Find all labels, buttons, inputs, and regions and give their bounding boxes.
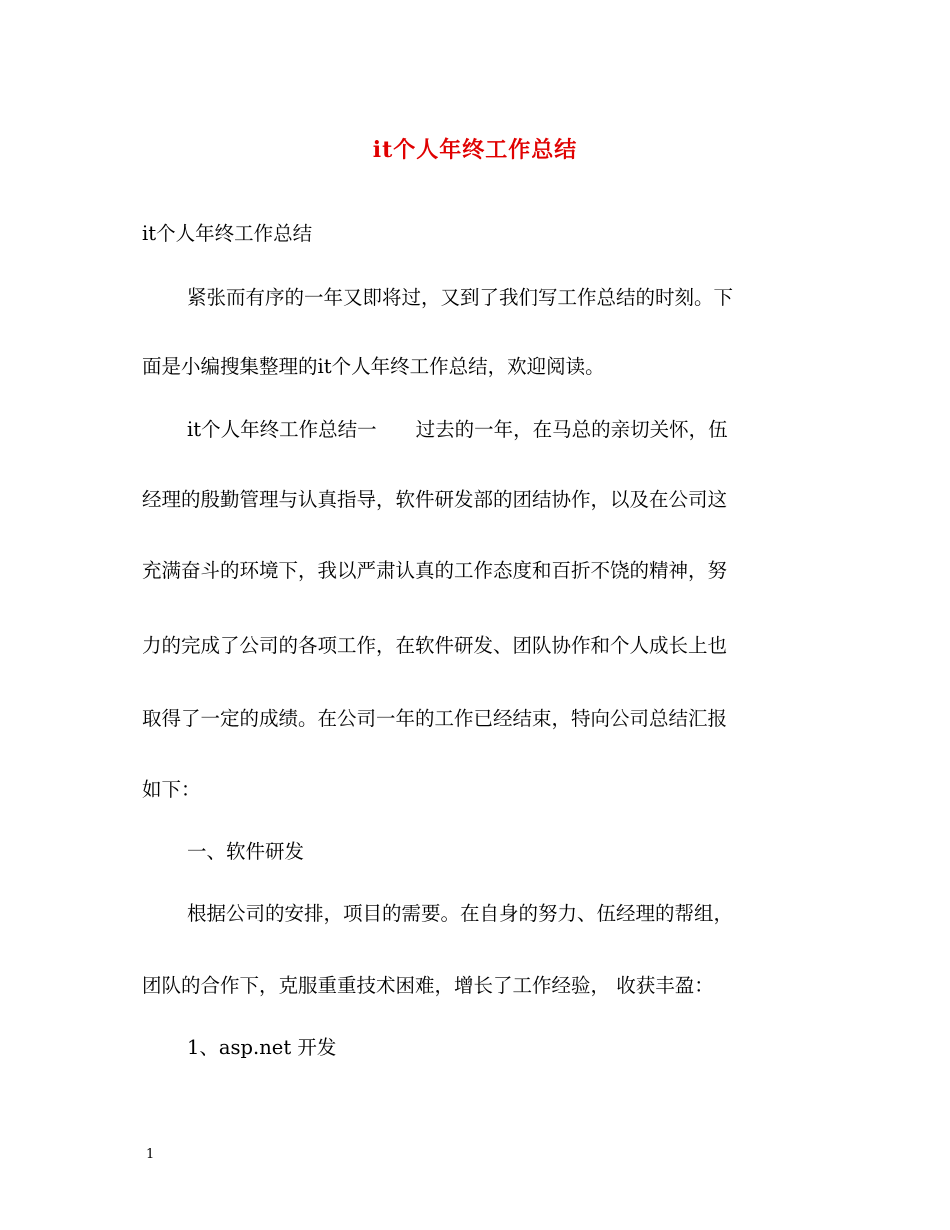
paragraph-line: 紧张而有序的一年又即将过，又到了我们写工作总结的时刻。下 (187, 286, 734, 309)
paragraph-line: 充满奋斗的环境下，我以严肃认真的工作态度和百折不饶的精神，努 (142, 559, 728, 582)
paragraph-line: 面是小编搜集整理的it个人年终工作总结，欢迎阅读。 (142, 355, 605, 378)
section-heading: 一、软件研发 (187, 840, 305, 863)
paragraph-line: 经理的殷勤管理与认真指导，软件研发部的团结协作，以及在公司这 (142, 488, 728, 511)
paragraph-line: 团队的合作下，克服重重技术困难，增长了工作经验， 收获丰盈： (142, 974, 714, 997)
document-title: it个人年终工作总结 (372, 137, 578, 163)
paragraph-line: 如下： (142, 778, 201, 801)
paragraph-line: 根据公司的安排，项目的需要。在自身的努力、伍经理的帮组， (187, 902, 734, 925)
paragraph-line: 取得了一定的成绩。在公司一年的工作已经结束，特向公司总结汇报 (142, 707, 728, 730)
document-subtitle: it个人年终工作总结 (142, 222, 313, 245)
page-number: 1 (146, 1147, 155, 1162)
paragraph-line: it个人年终工作总结一 过去的一年，在马总的亲切关怀，伍 (187, 418, 728, 441)
subsection-heading: 1、asp.net 开发 (187, 1036, 337, 1059)
paragraph-line: 力的完成了公司的各项工作，在软件研发、团队协作和个人成长上也 (142, 634, 728, 657)
